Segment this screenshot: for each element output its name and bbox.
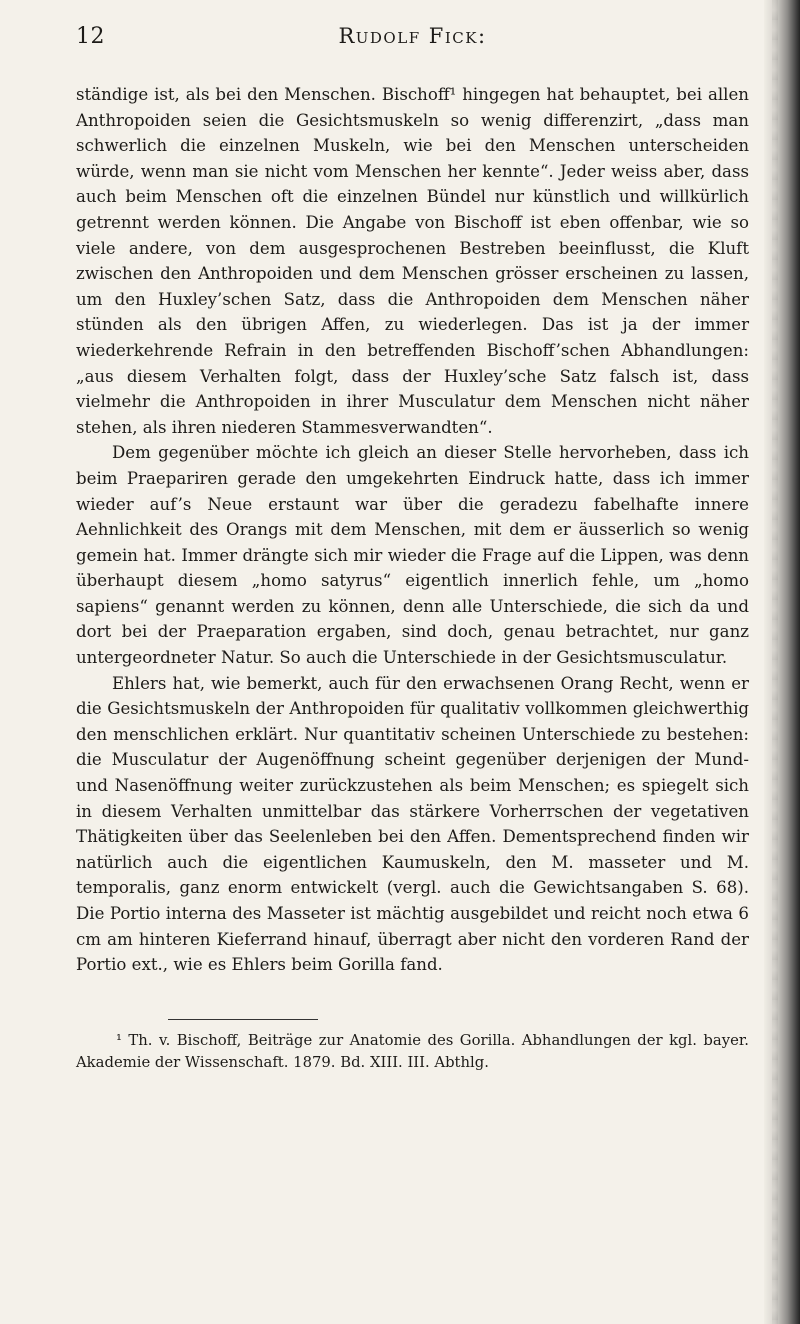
body-text <box>76 82 749 978</box>
page-number: 12 <box>76 24 105 49</box>
page-header <box>76 24 749 56</box>
footnote-divider <box>168 1019 318 1020</box>
footnote: ¹ Th. v. Bischoff, Beiträge zur Anatomie des Gorilla. Abhandlungen der kgl. bayer. Akademie der Wissenschaft. 1879. Bd. XIII. III. Abthlg. <box>76 1032 749 1071</box>
paragraph-3: Ehlers hat, wie bemerkt, auch für den erwachsenen Orang Recht, wenn er die Gesichtsmuskeln der Anthropoiden für qualitativ vollkommen gleichwerthig den menschlichen erklärt. Nur quantitativ scheinen Unterschiede zu bestehen: die Musculatur der Augenöffnung scheint gegenüber derjenigen der Mund- und Nasenöffnung weiter zurückzustehen als beim Menschen; es spiegelt sich in diesem Verhalten unmittelbar das stärkere Vorherrschen der vegetativen Thätigkeiten über das Seelenleben bei den Affen. Dementsprechend finden wir natürlich auch die eigentlichen Kaumuskeln, den M. masseter und M. temporalis, ganz enorm entwickelt (vergl. auch die Gewichtsangaben S. 68). Die Portio interna des Masseter ist mächtig ausgebildet und reicht noch etwa 6 cm am hinteren Kieferrand hinauf, überragt aber nicht den vorderen Rand der Portio ext., wie es Ehlers beim Gorilla fand. <box>76 673 749 975</box>
page-edge-shadow <box>764 0 800 1324</box>
paragraph-2: Dem gegenüber möchte ich gleich an dieser Stelle hervorheben, dass ich beim Praepariren gerade den umgekehrten Eindruck hatte, dass ich immer wieder auf’s Neue erstaunt war über die geradezu fabelhafte innere Aehnlichkeit des Orangs mit dem Menschen, mit dem er äusserlich so wenig gemein hat. Immer drängte sich mir wieder die Frage auf die Lippen, was denn überhaupt diesem „homo satyrus“ eigentlich innerlich fehle, um „homo sapiens“ genannt werden zu können, denn alle Unterschiede, die sich da und dort bei der Praeparation ergaben, sind doch, genau betrachtet, nur ganz untergeordneter Natur. So auch die Unterschiede in der Gesichtsmusculatur. <box>76 443 749 668</box>
running-head: Rudolf Fick: <box>338 24 487 48</box>
paragraph-1: ständige ist, als bei den Menschen. Bischoff¹ hingegen hat behauptet, bei allen Anthropoiden seien die Gesichtsmuskeln so wenig differenzirt, „dass man schwerlich die einzelnen Muskeln, wie bei den Menschen unterscheiden würde, wenn man sie nicht vom Menschen her kennte“. Jeder weiss aber, dass auch beim Menschen oft die einzelnen Bündel nur künstlich und willkürlich getrennt werden können. Die Angabe von Bischoff ist eben offenbar, wie so viele andere, von dem ausgesprochenen Bestreben beeinflusst, die Kluft zwischen den Anthropoiden und dem Menschen grösser erscheinen zu lassen, um den Huxley’schen Satz, dass die Anthropoiden dem Menschen näher stünden als den übrigen Affen, zu wiederlegen. Das ist ja der immer wiederkehrende Refrain in den betreffenden Bischoff’schen Abhandlungen: „aus diesem Verhalten folgt, dass der Huxley’sche Satz falsch ist, dass vielmehr die Anthropoiden in ihrer Musculatur dem Menschen nicht näher stehen, als ihren niederen Stammesverwandten“. <box>76 85 749 437</box>
